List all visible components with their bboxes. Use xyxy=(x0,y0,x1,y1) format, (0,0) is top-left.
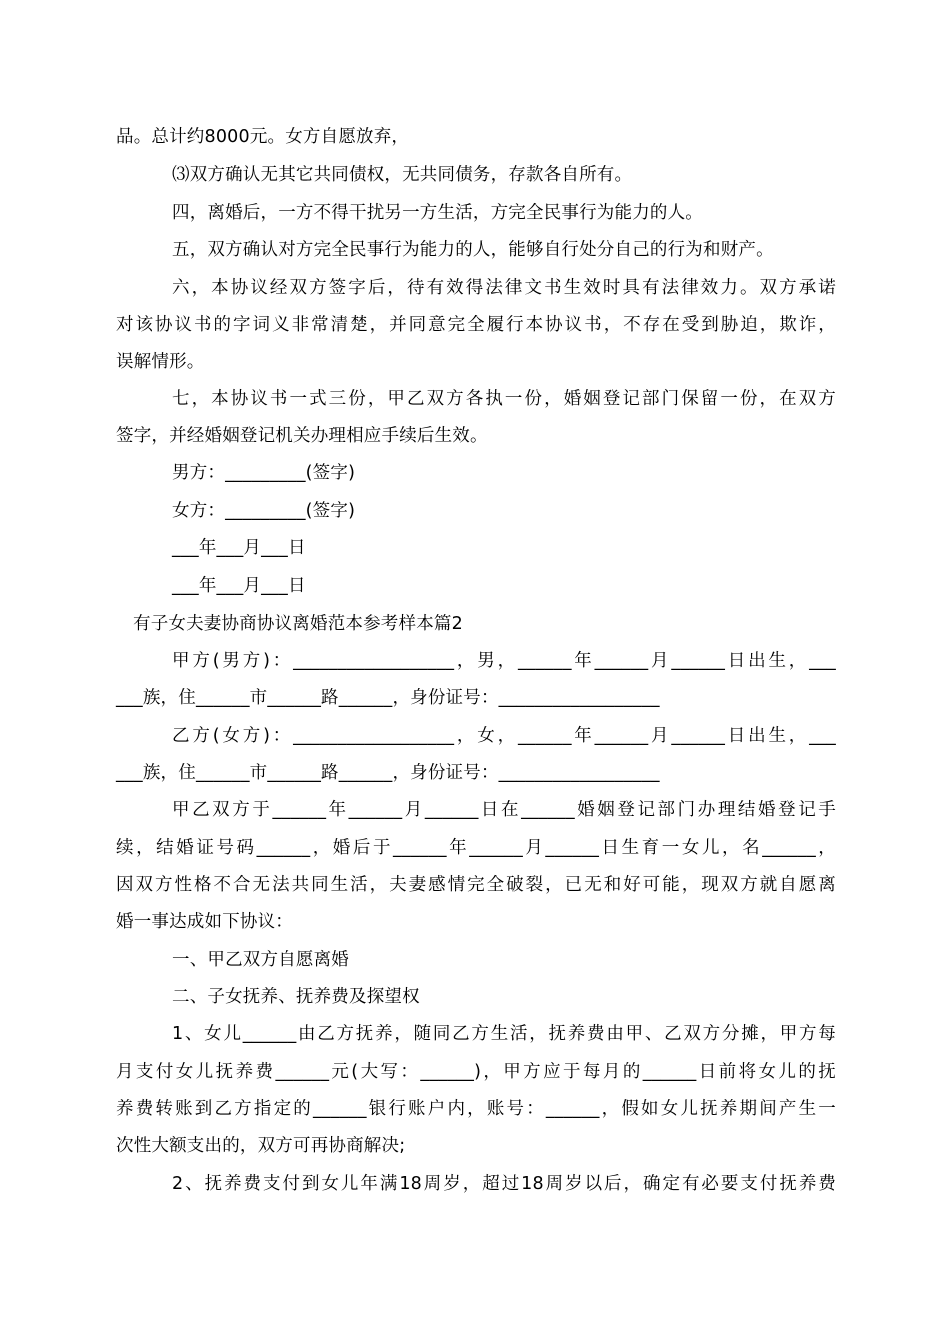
text-line: 签字，并经婚姻登记机关办理相应手续后生效。 xyxy=(116,426,488,446)
text-line: 六，本协议经双方签字后，待有效得法律文书生效时具有法律效力。双方承诺 xyxy=(172,278,836,298)
text-line: 1、女儿______由乙方抚养，随同乙方生活，抚养费由甲、乙双方分摊，甲方每 xyxy=(172,1024,836,1044)
text-line: 2、抚养费支付到女儿年满18周岁，超过18周岁以后，确定有必要支付抚养费 xyxy=(172,1174,836,1194)
text-line: 因双方性格不合无法共同生活，夫妻感情完全破裂，已无和好可能，现双方就自愿离 xyxy=(116,875,836,895)
text-line: 品。总计约8000元。女方自愿放弃， xyxy=(116,127,410,147)
text-line: 续，结婚证号码______，婚后于______年______月______日生育一女儿，名______， xyxy=(116,838,836,858)
signature-line-female: 女方：_________(签字) xyxy=(172,501,356,521)
date-line: ___年___月___日 xyxy=(172,576,306,596)
text-line: 七，本协议书一式三份，甲乙双方各执一份，婚姻登记部门保留一份，在双方 xyxy=(172,389,836,409)
text-line: 甲乙双方于______年______月______日在______婚姻登记部门办理结婚登记手 xyxy=(172,800,836,820)
text-line: 次性大额支出的，双方可再协商解决; xyxy=(116,1136,406,1156)
text-line: 月支付女儿抚养费______元(大写：______)，甲方应于每月的______日前将女儿的抚 xyxy=(116,1062,836,1082)
text-line: 一、甲乙双方自愿离婚 xyxy=(172,950,349,970)
text-line: ___族，住______市______路______，身份证号：__________________ xyxy=(116,688,660,708)
text-line: 养费转账到乙方指定的______银行账户内，账号：______，假如女儿抚养期间产生一 xyxy=(116,1099,836,1119)
text-line: 婚一事达成如下协议： xyxy=(116,912,293,932)
text-line: 乙方(女方)：__________________，女，______年______月______日出生，___ xyxy=(172,726,836,746)
text-line: 甲方(男方)：__________________，男，______年______月______日出生，___ xyxy=(172,651,836,671)
text-line: ⑶双方确认无其它共同债权，无共同债务，存款各自所有。 xyxy=(172,165,633,185)
text-line: ___族，住______市______路______，身份证号：__________________ xyxy=(116,763,660,783)
signature-line-male: 男方：_________(签字) xyxy=(172,463,356,483)
text-line: 二、子女抚养、抚养费及探望权 xyxy=(172,987,420,1007)
text-line: 四，离婚后，一方不得干扰另一方生活，方完全民事行为能力的人。 xyxy=(172,203,703,223)
text-line: 对该协议书的字词义非常清楚，并同意完全履行本协议书，不存在受到胁迫，欺诈， xyxy=(116,315,836,335)
text-line: 五，双方确认对方完全民事行为能力的人，能够自行处分自己的行为和财产。 xyxy=(172,240,774,260)
section-title: 有子女夫妻协商协议离婚范本参考样本篇2 xyxy=(133,614,463,634)
text-line: 误解情形。 xyxy=(116,352,205,372)
date-line: ___年___月___日 xyxy=(172,538,306,558)
